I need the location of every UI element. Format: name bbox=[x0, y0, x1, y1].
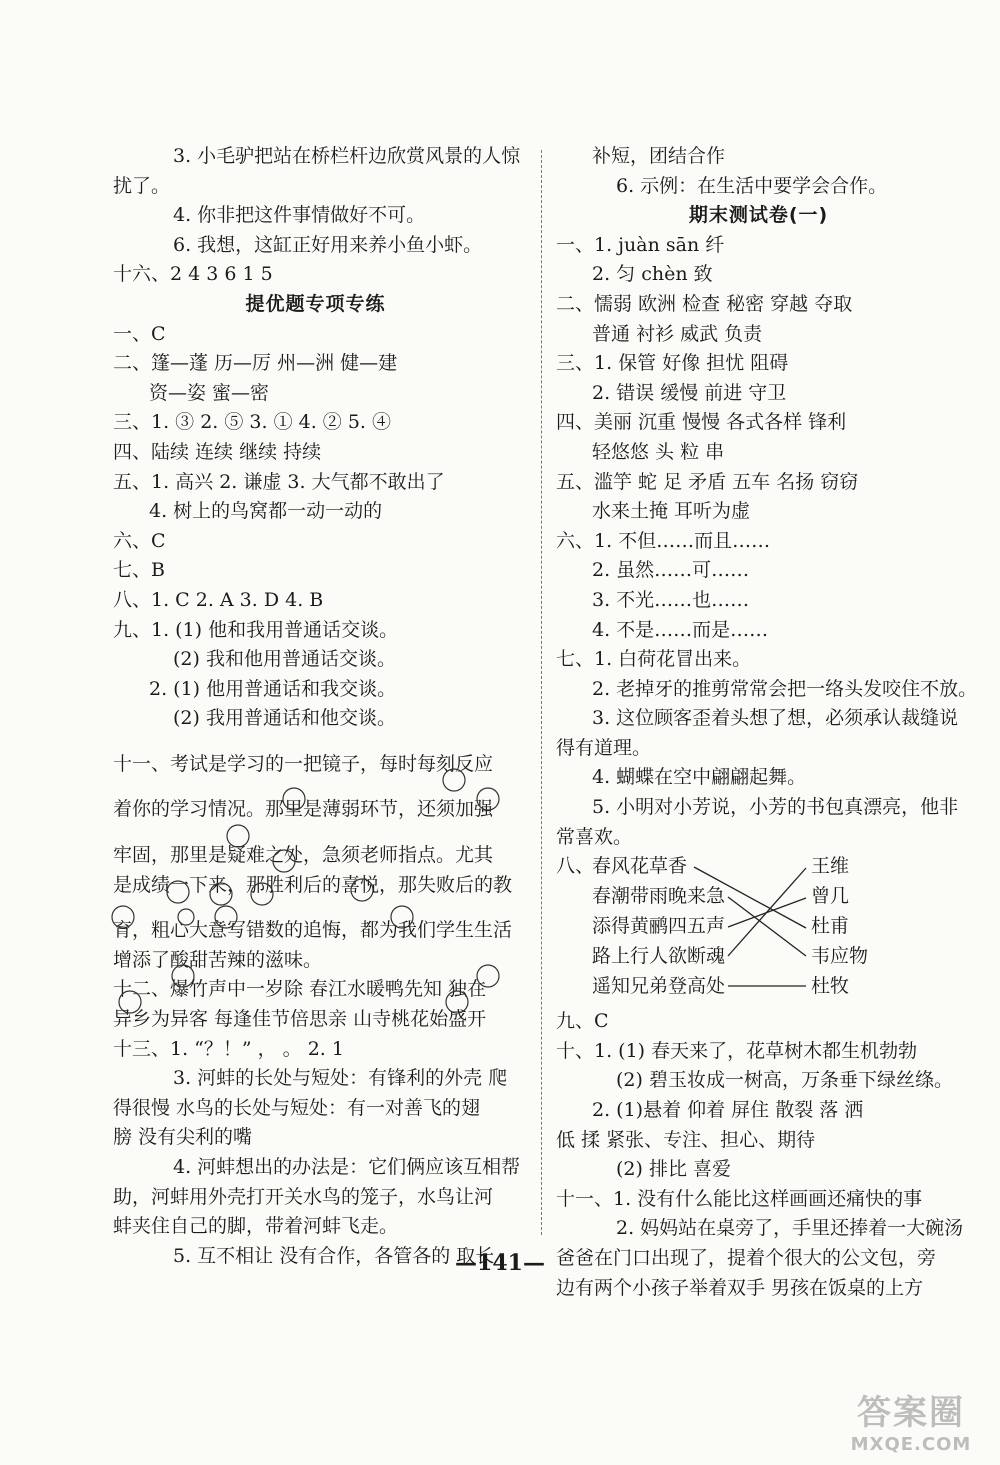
answer-line: 3. 不光……也…… bbox=[592, 588, 750, 611]
answer-line: 5. 互不相让 没有合作，各管各的 取长 bbox=[173, 1244, 495, 1267]
poem-author: 杜牧 bbox=[811, 975, 850, 998]
answer-line: 十三、1. “？！” ， 。 2. 1 bbox=[113, 1037, 344, 1060]
spacer bbox=[113, 825, 518, 841]
answer-line: 6. 我想，这缸正好用来养小鱼小虾。 bbox=[173, 233, 483, 256]
section-heading: 期末测试卷(一) bbox=[688, 204, 829, 227]
poem-line: 添得黄鹂四五声 bbox=[592, 915, 726, 938]
answer-line: 4. 你非把这件事情做好不可。 bbox=[173, 204, 426, 227]
answer-line: 九、1. (1) 他和我用普通话交谈。 bbox=[113, 618, 399, 641]
poem-line: 春潮带雨晚来急 bbox=[592, 885, 726, 908]
match-line bbox=[728, 897, 806, 956]
answer-line: (2) 我和他用普通话交谈。 bbox=[173, 648, 396, 671]
answer-line: 着你的学习情况。那里是薄弱环节，还须加强 bbox=[113, 798, 494, 821]
poem-line: 路上行人欲断魂 bbox=[592, 945, 726, 968]
answer-line: 4. 河蚌想出的办法是：它们俩应该互相帮 bbox=[173, 1156, 521, 1178]
answer-line: 2. 妈妈站在桌旁了，手里还捧着一大碗汤 bbox=[616, 1217, 964, 1240]
poem-line: 遥知兄弟登高处 bbox=[592, 975, 726, 998]
answer-line: (2) 我用普通话和他交谈。 bbox=[173, 707, 396, 730]
answer-line: 4. 树上的鸟窝都一动一动的 bbox=[149, 500, 383, 523]
column-divider bbox=[541, 150, 542, 1235]
answer-line: 2. (1)悬着 仰着 屏住 散裂 落 洒 bbox=[592, 1099, 864, 1122]
answer-line: 2. 错误 缓慢 前进 守卫 bbox=[592, 381, 787, 404]
answer-line: 四、美丽 沉重 慢慢 各式各样 锋利 bbox=[556, 411, 847, 434]
answer-line: 常喜欢。 bbox=[556, 825, 633, 848]
answer-line: 三、1. 保管 好像 担忧 阻碍 bbox=[556, 352, 789, 375]
watermark-logo: 答案圈 bbox=[857, 1393, 965, 1433]
watermark-url: MXQE.COM bbox=[850, 1434, 972, 1455]
answer-line: 异乡为异客 每逢佳节倍思亲 山寺桃花始盛开 bbox=[113, 1008, 487, 1031]
answer-line: 边有两个小孩子举着双手 男孩在饭桌的上方 bbox=[556, 1276, 924, 1299]
answer-line: 六、C bbox=[113, 529, 166, 552]
answer-line: 3. 这位顾客歪着头想了想，必须承认裁缝说 bbox=[592, 707, 959, 730]
answer-line: 六、1. 不但……而且…… bbox=[556, 529, 771, 552]
answer-line: 五、1. 高兴 2. 谦虚 3. 大气都不敢出了 bbox=[113, 470, 445, 493]
poem-author: 曾几 bbox=[811, 885, 850, 908]
poem-author: 王维 bbox=[811, 855, 850, 878]
match-line bbox=[728, 868, 806, 956]
answer-line: 蚌夹住自己的脚，带着河蚌飞走。 bbox=[113, 1215, 399, 1238]
answer-line: 十二、爆竹声中一岁除 春江水暖鸭先知 独在 bbox=[113, 978, 487, 1001]
answer-line: 育，粗心大意写错数的追悔，都为我们学生生活 bbox=[113, 919, 513, 942]
answer-line: 二、懦弱 欧洲 检查 秘密 穿越 夺取 bbox=[556, 292, 853, 315]
poem-author: 韦应物 bbox=[811, 945, 869, 968]
right-column bbox=[556, 142, 978, 1303]
poem-line: 春风花草香 bbox=[592, 855, 688, 878]
answer-line: 水来土掩 耳听为虚 bbox=[592, 500, 751, 523]
answer-line: 十、1. (1) 春天来了，花草树木都生机勃勃 bbox=[556, 1039, 918, 1062]
answer-line: 爸爸在门口出现了，提着个很大的公文包，旁 bbox=[556, 1247, 937, 1269]
answer-line: 扰了。 bbox=[113, 174, 171, 197]
answer-line: 普通 衬衫 威武 负责 bbox=[592, 322, 763, 345]
answer-line: 五、滥竽 蛇 足 矛盾 五车 名扬 窃窃 bbox=[556, 470, 859, 493]
spacer bbox=[113, 900, 518, 916]
matching-lines bbox=[556, 852, 961, 1007]
answer-line: 得很慢 水鸟的长处与短处：有一对善飞的翅 bbox=[113, 1096, 481, 1119]
answer-line: 5. 小明对小芳说，小芳的书包真漂亮，他非 bbox=[592, 796, 959, 819]
answer-line: 是成绩一下来，那胜利后的喜悦，那失败后的教 bbox=[113, 873, 513, 896]
answer-line: 3. 河蚌的长处与短处：有锋利的外壳 爬 bbox=[173, 1067, 508, 1090]
answer-line: 七、1. 白荷花冒出来。 bbox=[556, 648, 752, 671]
answer-line: 牢固，那里是疑难之处，急须老师指点。尤其 bbox=[113, 844, 494, 867]
answer-line: 3. 小毛驴把站在桥栏杆边欣赏风景的人惊 bbox=[173, 145, 521, 167]
answer-line: 四、陆续 连续 继续 持续 bbox=[113, 440, 322, 463]
poem-label: 八、 bbox=[556, 855, 595, 878]
answer-line: 轻悠悠 头 粒 串 bbox=[592, 440, 725, 463]
answer-line: 助，河蚌用外壳打开关水鸟的笼子，水鸟让河 bbox=[113, 1185, 494, 1208]
answer-line: 十一、1. 没有什么能比这样画画还痛快的事 bbox=[556, 1187, 923, 1210]
answer-line: 一、1. juàn sān 纤 bbox=[556, 233, 725, 256]
spacer bbox=[113, 779, 518, 795]
answer-line: (2) 碧玉妆成一树高，万条垂下绿丝绦。 bbox=[616, 1069, 953, 1092]
answer-line: 九、C bbox=[556, 1010, 609, 1033]
poem-author: 杜甫 bbox=[811, 915, 850, 938]
answer-line: 十六、2 4 3 6 1 5 bbox=[113, 263, 273, 286]
answer-line: 2. 虽然……可…… bbox=[592, 559, 750, 582]
section-heading: 提优题专项专练 bbox=[245, 292, 386, 315]
answer-line: 八、1. C 2. A 3. D 4. B bbox=[113, 588, 324, 611]
answer-line: 资—姿 蜜—密 bbox=[149, 381, 270, 404]
page-number: —141— bbox=[455, 1250, 545, 1276]
answer-line: 膀 没有尖利的嘴 bbox=[113, 1126, 253, 1149]
left-column bbox=[113, 142, 521, 1271]
answer-line: 低 揉 紧张、专注、担心、期待 bbox=[556, 1128, 816, 1151]
answer-line: 6. 示例：在生活中要学会合作。 bbox=[616, 174, 888, 197]
answer-line: 4. 蝴蝶在空中翩翩起舞。 bbox=[592, 766, 807, 789]
answer-line: 三、1. ③ 2. ⑤ 3. ① 4. ② 5. ④ bbox=[113, 411, 391, 434]
answer-line: 2. 匀 chèn 致 bbox=[592, 263, 713, 286]
answer-line: 增添了酸甜苦辣的滋味。 bbox=[113, 948, 323, 971]
answer-line: 一、C bbox=[113, 322, 166, 345]
answer-line: 2. (1) 他用普通话和我交谈。 bbox=[149, 677, 397, 700]
answer-line: 十一、考试是学习的一把镜子，每时每刻反应 bbox=[113, 752, 494, 775]
watermark bbox=[836, 1385, 986, 1455]
answer-line: 补短，团结合作 bbox=[592, 145, 726, 167]
poem-matching bbox=[556, 852, 961, 1007]
spacer bbox=[113, 734, 518, 750]
answer-line: 七、B bbox=[113, 559, 165, 582]
answer-line: (2) 排比 喜爱 bbox=[616, 1158, 731, 1181]
answer-line: 2. 老掉牙的推剪常常会把一络头发咬住不放。 bbox=[592, 677, 978, 700]
answer-line: 4. 不是……而是…… bbox=[592, 618, 769, 641]
answer-line: 二、篷—蓬 历—厉 州—洲 健—建 bbox=[113, 352, 398, 375]
answer-line: 得有道理。 bbox=[556, 736, 652, 759]
